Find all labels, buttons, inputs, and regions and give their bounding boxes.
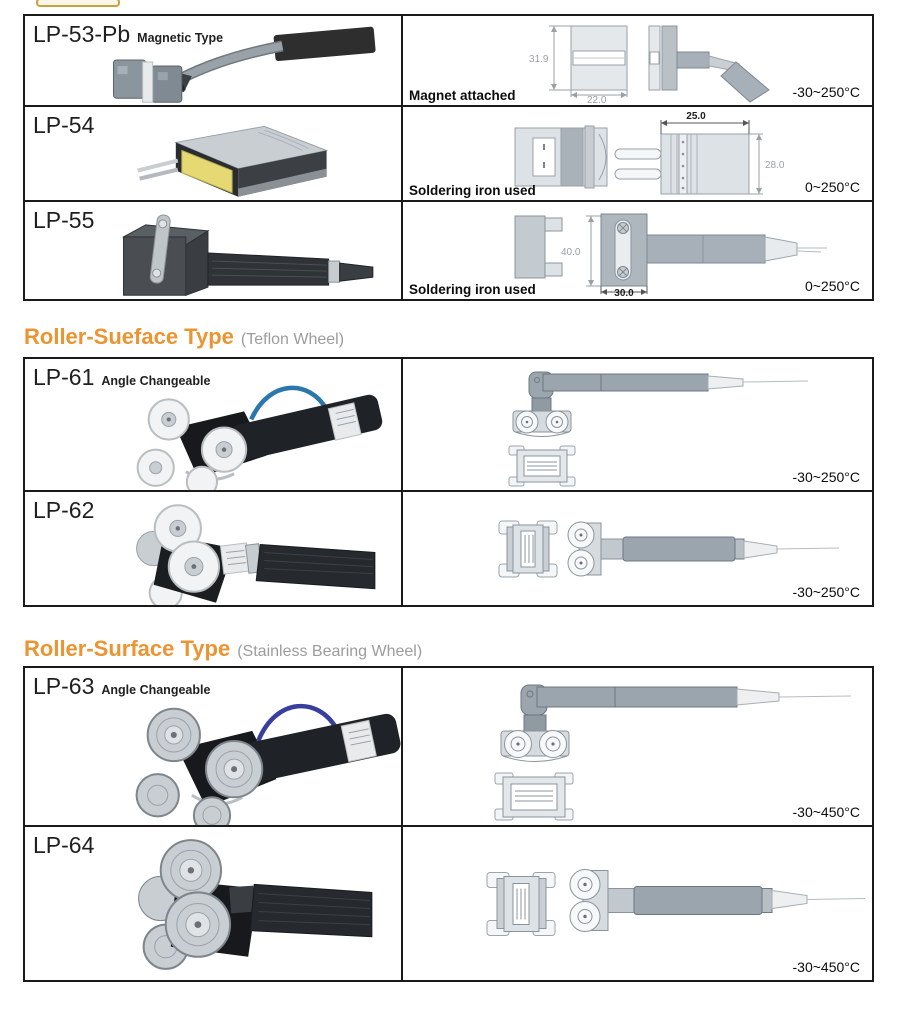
model-name: LP-61: [33, 364, 95, 390]
dim-label-width: 25.0: [686, 111, 706, 122]
table-row: [24, 201, 873, 300]
usage-note: Magnet attached: [409, 88, 516, 103]
model-name: LP-55: [33, 207, 95, 233]
temperature-range: -30~450°C: [792, 804, 860, 820]
model-subtitle: Angle Changeable: [101, 374, 211, 388]
section-subtitle: (Teflon Wheel): [240, 331, 345, 348]
cell-drawing-lp64: [402, 826, 873, 981]
dimension-drawing-lp64: [403, 827, 872, 980]
section-heading-teflon: [24, 324, 344, 350]
temperature-range: -30~250°C: [792, 84, 860, 100]
usage-note: Soldering iron used: [409, 282, 536, 297]
temperature-range: -30~450°C: [792, 959, 860, 975]
probe-table-teflon-roller: [23, 357, 874, 607]
cell-model-lp54: [24, 106, 402, 201]
model-subtitle: Magnetic Type: [137, 31, 224, 45]
cell-drawing-lp53: [402, 15, 873, 106]
clipped-tab-fragment: [36, 0, 120, 7]
dimension-drawing-lp63: [403, 668, 872, 825]
temperature-range: -30~250°C: [792, 469, 860, 485]
cell-model-lp55: [24, 201, 402, 300]
table-row: [24, 491, 873, 606]
probe-table-contact: [23, 14, 874, 301]
cell-drawing-lp54: [402, 106, 873, 201]
dim-label-height: 28.0: [765, 160, 785, 171]
table-row: [24, 358, 873, 491]
cell-drawing-lp63: [402, 667, 873, 826]
probe-table-stainless-roller: [23, 666, 874, 982]
model-name: LP-64: [33, 832, 95, 858]
temperature-range: 0~250°C: [804, 179, 860, 195]
dim-label-width: 30.0: [614, 288, 634, 299]
table-row: [24, 667, 873, 826]
model-name: LP-53-Pb: [33, 21, 131, 47]
cell-model-lp64: [24, 826, 402, 981]
cell-model-lp53: [24, 15, 402, 106]
cell-model-lp63: [24, 667, 402, 826]
dim-label-height: 40.0: [561, 247, 581, 258]
cell-drawing-lp61: [402, 358, 873, 491]
table-row: [24, 826, 873, 981]
model-subtitle: Angle Changeable: [101, 683, 211, 697]
dim-label-height: 31.9: [529, 54, 549, 65]
section-title: Roller-Sueface Type: [24, 324, 234, 349]
cell-drawing-lp55: [402, 201, 873, 300]
model-name: LP-63: [33, 673, 95, 699]
section-subtitle: (Stainless Bearing Wheel): [237, 643, 423, 660]
dim-label-width: 22.0: [587, 95, 607, 105]
cell-model-lp62: [24, 491, 402, 606]
section-title: Roller-Surface Type: [24, 636, 231, 661]
cell-drawing-lp62: [402, 491, 873, 606]
model-name: LP-62: [33, 497, 95, 523]
cell-model-lp61: [24, 358, 402, 491]
table-row: [24, 106, 873, 201]
usage-note: Soldering iron used: [409, 183, 536, 198]
temperature-range: 0~250°C: [804, 278, 860, 294]
temperature-range: -30~250°C: [792, 584, 860, 600]
section-heading-stainless: [24, 636, 422, 662]
model-name: LP-54: [33, 112, 95, 138]
table-row: [24, 15, 873, 106]
